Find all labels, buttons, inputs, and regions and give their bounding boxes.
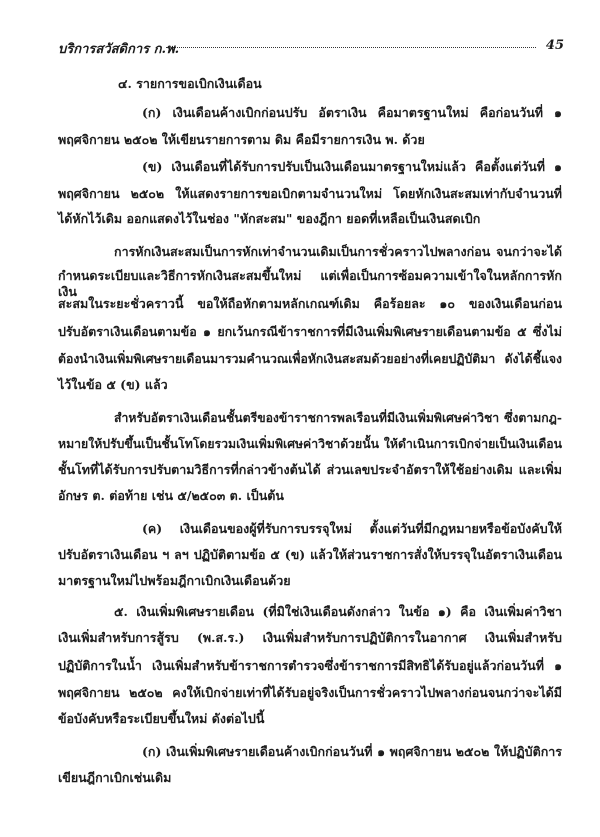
text-line: มาตรฐานใหม่ไปพร้อมฎีกาเบิกเงินเดือนด้วย bbox=[58, 573, 291, 588]
text-line: พฤศจิกายน ๒๕๐๒ ให้แสดงรายการขอเบิกตามจำนวนใหม่ โดยหักเงินสะสมเท่ากับจำนวนที่ bbox=[58, 186, 562, 201]
text-line: การหักเงินสะสมเป็นการหักเท่าจำนวนเดิมเป็นการชั่วคราวไปพลางก่อน จนกว่าจะได้ bbox=[114, 244, 562, 259]
section-5-heading: ๕. เงินเพิ่มพิเศษรายเดือน (ที่มิใช่เงินเดือนดังกล่าว ในข้อ ๑) คือ เงินเพิ่มค่าวิชา bbox=[114, 604, 562, 619]
header-title: บริการสวัสดิการ ก.พ. bbox=[58, 42, 180, 57]
text-line: เงินเพิ่มสำหรับการสู้รบ (พ.ส.ร.) เงินเพิ่มสำหรับการปฏิบัติการในอากาศ เงินเพิ่มสำหรับ bbox=[58, 630, 562, 645]
section-4-heading: ๔. รายการขอเบิกเงินเดือน bbox=[118, 76, 262, 91]
text-line: เขียนฎีกาเบิกเช่นเดิม bbox=[58, 770, 172, 785]
text-line: ปฏิบัติการในน้ำ เงินเพิ่มสำหรับข้าราชการตำรวจซึ่งข้าราชการมีสิทธิได้รับอยู่แล้วก่อนวันที่ ๑ bbox=[58, 658, 562, 673]
page-header bbox=[58, 38, 564, 56]
text-line: (ค) เงินเดือนของผู้ที่รับการบรรจุใหม่ ตั้งแต่วันที่มีกฎหมายหรือข้อบังคับให้ bbox=[142, 521, 562, 536]
text-line: (ก) เงินเพิ่มพิเศษรายเดือนค้างเบิกก่อนวันที่ ๑ พฤศจิกายน ๒๕๐๒ ให้ปฏิบัติการ bbox=[142, 744, 562, 759]
text-line: ไว้ในข้อ ๕ (ข) แล้ว bbox=[58, 377, 168, 392]
header-dotted-rule bbox=[166, 47, 536, 48]
page-number: 45 bbox=[545, 38, 564, 53]
text-line: สะสมในระยะชั่วคราวนี้ ขอให้ถือหักตามหลักเกณฑ์เดิม คือร้อยละ ๑๐ ของเงินเดือนก่อน bbox=[58, 296, 562, 311]
text-line: ข้อบังคับหรือระเบียบขึ้นใหม่ ดังต่อไปนี้ bbox=[58, 711, 265, 726]
text-line: อักษร ต. ต่อท้าย เช่น ๕/๒๕๐๓ ต. เป็นต้น bbox=[58, 488, 284, 503]
text-line: พฤศจิกายน ๒๕๐๒ ให้เขียนรายการตาม ดิม คือมีรายการเงิน พ. ด้วย bbox=[58, 132, 425, 147]
text-line: พฤศจิกายน ๒๕๐๒ คงให้เบิกจ่ายเท่าที่ได้รับอยู่จริงเป็นการชั่วคราวไปพลางก่อนจนกว่าจะได้มี bbox=[58, 685, 562, 700]
text-line: (ข) เงินเดือนที่ได้รับการปรับเป็นเงินเดือนมาตรฐานใหม่แล้ว คือตั้งแต่วันที่ ๑ bbox=[142, 159, 562, 174]
text-line: ได้หักไว้เดิม ออกแสดงไว้ในช่อง "หักสะสม" ของฎีกา ยอดที่เหลือเป็นเงินสดเบิก bbox=[58, 211, 481, 226]
text-line: ชั้นโทที่ได้รับการปรับตามวิธีการที่กล่าวข้างต้นได้ ส่วนเลขประจำอัตราให้ใช้อย่างเดิม และเพิ่ม bbox=[58, 462, 562, 477]
text-line: ต้องนำเงินเพิ่มพิเศษรายเดือนมารวมคำนวณเพื่อหักเงินสะสมด้วยอย่างที่เคยปฏิบัติมา ดังได้ชี้แจง bbox=[58, 351, 562, 366]
text-line: ปรับอัตราเงินเดือนตามข้อ ๑ ยกเว้นกรณีข้าราชการที่มีเงินเพิ่มพิเศษรายเดือนตามข้อ ๕ ซึ่งไม่ bbox=[58, 324, 562, 339]
text-line: หมายให้ปรับขึ้นเป็นชั้นโทโดยรวมเงินเพิ่มพิเศษค่าวิชาด้วยนั้น ให้ดำเนินการเบิกจ่ายเป็นเงินเดือน bbox=[58, 436, 562, 451]
text-line: สำหรับอัตราเงินเดือนชั้นตรีของข้าราชการพลเรือนที่มีเงินเพิ่มพิเศษค่าวิชา ซึ่งตามกฎ- bbox=[114, 410, 562, 425]
text-line: (ก) เงินเดือนค้างเบิกก่อนปรับ อัตราเงิน คือมาตรฐานใหม่ คือก่อนวันที่ ๑ bbox=[142, 105, 562, 120]
text-line: ปรับอัตราเงินเดือน ฯ ลฯ ปฏิบัติตามข้อ ๕ (ข) แล้วให้ส่วนราชการสั่งให้บรรจุในอัตราเงินเดือน bbox=[58, 547, 562, 562]
text-line: กำหนดระเบียบและวิธีการหักเงินสะสมขึ้นใหม่ แต่เพื่อเป็นการซ้อมความเข้าใจในหลักการหักเงิน bbox=[58, 268, 562, 299]
